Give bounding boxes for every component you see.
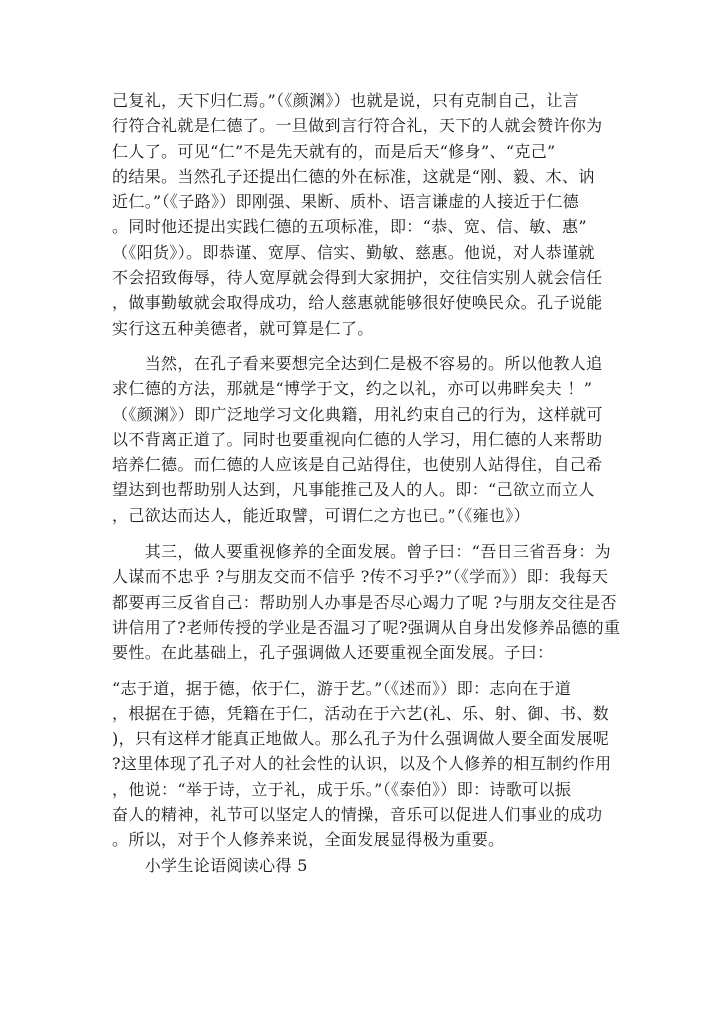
text-line: 培养仁德。而仁德的人应该是自己站得住，也使别人站得住，自己希 (112, 455, 603, 475)
text-line: 奋人的精神，礼节可以坚定人的情操，音乐可以促进人们事业的成功 (112, 805, 603, 825)
text-line: 不会招致侮辱，待人宽厚就会得到大家拥护，交往信实别人就会信任 (112, 268, 603, 288)
text-line: 。所以，对于个人修养来说，全面发展显得极为重要。 (112, 830, 505, 850)
text-line: 。同时他还提出实践仁德的五项标准，即：“恭、宽、信、敏、惠” (112, 217, 587, 237)
text-line: ，他说：“举于诗，立于礼，成于乐。”（《泰伯》）即：诗歌可以振 (112, 779, 572, 799)
section-heading: 小学生论语阅读心得 5 (112, 855, 308, 875)
text-line: 都要再三反省自己：帮助别人办事是否尽心竭力了呢 ?与朋友交往是否 (112, 592, 617, 612)
text-line: 仁人了。可见“仁”不是先天就有的，而是后天“修身”、“克己” (112, 141, 556, 161)
paragraph-1 (112, 88, 612, 341)
text-line: “志于道，据于德，依于仁，游于艺。”（《述而》）即：志向在于道 (112, 678, 572, 698)
text-line: ，根据在于德，凭籍在于仁，活动在于六艺(礼、乐、射、御、书、数 (112, 703, 610, 723)
text-line: 以不背离正道了。同时也要重视向仁德的人学习，用仁德的人来帮助 (112, 429, 603, 449)
text-line: ，己欲达而达人，能近取譬，可谓仁之方也已。”（《雍也》） (112, 505, 530, 525)
text-line: 实行这五种美德者，就可算是仁了。 (112, 318, 374, 338)
text-line: 行符合礼就是仁德了。一旦做到言行符合礼，天下的人就会赞许你为 (112, 116, 603, 136)
text-line: 望达到也帮助别人达到，凡事能推己及人的人。即：“己欲立而立人 (112, 480, 595, 500)
text-line: ?这里体现了孔子对人的社会性的认识，以及个人修养的相互制约作用 (112, 754, 612, 774)
text-line: ，做事勤敏就会取得成功，给人慈惠就能够很好使唤民众。孔子说能 (112, 293, 603, 313)
text-line: 要性。在此基础上，孔子强调做人还要重视全面发展。子曰： (112, 643, 554, 663)
text-line: 其三，做人要重视修养的全面发展。曾子曰：“吾日三省吾身：为 (112, 542, 612, 562)
text-line: )，只有这样才能真正地做人。那么孔子为什么强调做人要全面发展呢 (112, 729, 610, 749)
text-line: 的结果。当然孔子还提出仁德的外在标准，这就是“刚、毅、木、讷 (112, 166, 595, 186)
document-body (112, 88, 621, 878)
text-line: 人谋而不忠乎 ?与朋友交而不信乎 ?传不习乎?”（《学而》）即：我每天 (112, 567, 609, 587)
paragraph-3 (112, 539, 621, 665)
paragraph-2 (112, 351, 612, 528)
text-line: 当然，在孔子看来要想完全达到仁是极不容易的。所以他教人追 (112, 353, 603, 373)
text-line: （《颜渊》）即广泛地学习文化典籍，用礼约束自己的行为，这样就可 (112, 404, 603, 424)
text-line: （《阳货》）。即恭谨、宽厚、信实、勤敏、慈惠。他说，对人恭谨就 (112, 242, 595, 262)
text-line: 讲信用了?老师传授的学业是否温习了呢?强调从自身出发修养品德的重 (112, 617, 621, 637)
text-line: 己复礼，天下归仁焉。”（《颜渊》）也就是说，只有克制自己，让言 (112, 91, 580, 110)
text-line: 求仁德的方法，那就是“博学于文，约之以礼，亦可以弗畔矣夫 ！” (112, 379, 593, 399)
paragraph-4 (112, 676, 612, 878)
text-line: 近仁。”（《子路》）即刚强、果断、质朴、语言谦虚的人接近于仁德 (112, 192, 580, 212)
